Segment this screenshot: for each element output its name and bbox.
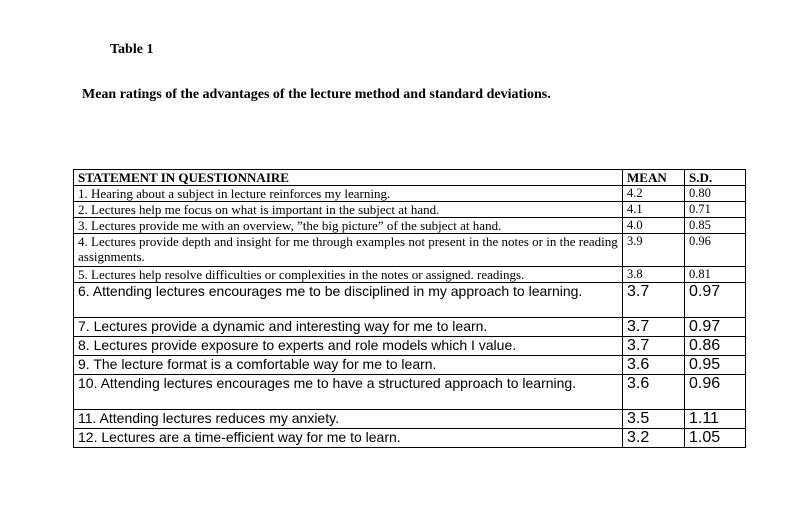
- mean-cell: 4.0: [623, 218, 685, 234]
- statement-cell: 5. Lectures help resolve difficulties or complexities in the notes or assigned. readings.: [74, 267, 623, 283]
- statement-cell: 2. Lectures help me focus on what is important in the subject at hand.: [74, 202, 623, 218]
- statement-cell: 11. Attending lectures reduces my anxiety.: [74, 410, 623, 429]
- sd-cell: 0.97: [685, 283, 746, 318]
- statement-cell: 7. Lectures provide a dynamic and interesting way for me to learn.: [74, 318, 623, 337]
- header-statement: STATEMENT IN QUESTIONNAIRE: [74, 170, 623, 186]
- mean-cell: 3.2: [623, 429, 685, 448]
- ratings-table: [73, 169, 746, 448]
- table-row: [74, 283, 746, 318]
- statement-cell: 6. Attending lectures encourages me to be disciplined in my approach to learning.: [74, 283, 623, 318]
- table-row: [74, 429, 746, 448]
- table-number: Table 1: [110, 42, 154, 57]
- table-row: [74, 218, 746, 234]
- table-row: [74, 202, 746, 218]
- statement-cell: 10. Attending lectures encourages me to have a structured approach to learning.: [74, 375, 623, 410]
- statement-cell: 9. The lecture format is a comfortable way for me to learn.: [74, 356, 623, 375]
- sd-cell: 1.11: [685, 410, 746, 429]
- statement-cell: 8. Lectures provide exposure to experts and role models which I value.: [74, 337, 623, 356]
- sd-cell: 0.80: [685, 186, 746, 202]
- mean-cell: 3.7: [623, 318, 685, 337]
- header-sd: S.D.: [685, 170, 746, 186]
- table-row: [74, 356, 746, 375]
- statement-cell: 12. Lectures are a time-efficient way for me to learn.: [74, 429, 623, 448]
- mean-cell: 3.8: [623, 267, 685, 283]
- sd-cell: 0.86: [685, 337, 746, 356]
- sd-cell: 1.05: [685, 429, 746, 448]
- table-row: [74, 186, 746, 202]
- sd-cell: 0.96: [685, 234, 746, 267]
- mean-cell: 3.6: [623, 356, 685, 375]
- sd-cell: 0.96: [685, 375, 746, 410]
- statement-cell: 4. Lectures provide depth and insight for me through examples not present in the notes or in the reading assignments.: [74, 234, 623, 267]
- mean-cell: 3.5: [623, 410, 685, 429]
- sd-cell: 0.85: [685, 218, 746, 234]
- header-mean: MEAN: [623, 170, 685, 186]
- table-row: [74, 234, 746, 267]
- statement-cell: 1. Hearing about a subject in lecture reinforces my learning.: [74, 186, 623, 202]
- mean-cell: 3.7: [623, 337, 685, 356]
- table-row: [74, 337, 746, 356]
- table-row: [74, 375, 746, 410]
- mean-cell: 3.6: [623, 375, 685, 410]
- table-row: [74, 267, 746, 283]
- table-header-row: [74, 170, 746, 186]
- mean-cell: 3.9: [623, 234, 685, 267]
- mean-cell: 4.2: [623, 186, 685, 202]
- mean-cell: 4.1: [623, 202, 685, 218]
- mean-cell: 3.7: [623, 283, 685, 318]
- statement-cell: 3. Lectures provide me with an overview, ”the big picture” of the subject at hand.: [74, 218, 623, 234]
- sd-cell: 0.81: [685, 267, 746, 283]
- sd-cell: 0.71: [685, 202, 746, 218]
- sd-cell: 0.95: [685, 356, 746, 375]
- table-row: [74, 318, 746, 337]
- sd-cell: 0.97: [685, 318, 746, 337]
- table-caption: Mean ratings of the advantages of the lecture method and standard deviations.: [82, 87, 551, 102]
- table-row: [74, 410, 746, 429]
